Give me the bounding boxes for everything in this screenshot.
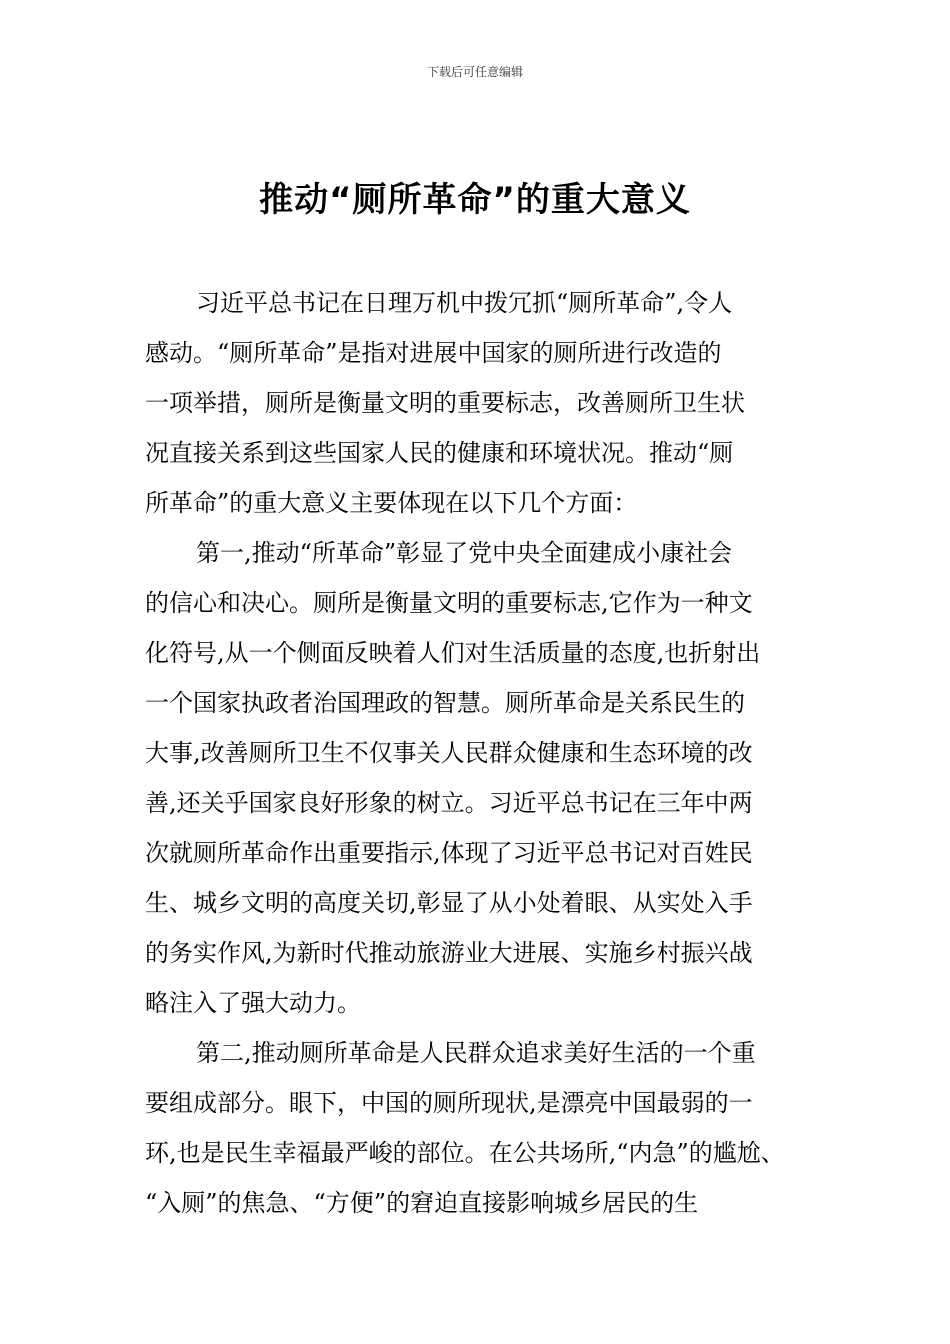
- paragraph-1-line-2: 感动。“厕所革命”是指对进展中国家的厕所进行改造的: [145, 339, 722, 367]
- paragraph-3-line-2: 要组成部分。眼下，中国的厕所现状,是漂亮中国最弱的一: [145, 1089, 753, 1117]
- document-body: [145, 278, 805, 1228]
- paragraph-2-line-3: 化符号,从一个侧面反映着人们对生活质量的态度,也折射出: [145, 639, 761, 667]
- paragraph-1-line-4: 况直接关系到这些国家人民的健康和环境状况。推动“厕: [145, 439, 734, 467]
- paragraph-2-line-10: 略注入了强大动力。: [145, 989, 361, 1017]
- paragraph-3-line-1: 第二,推动厕所革命是人民群众追求美好生活的一个重: [196, 1039, 756, 1067]
- paragraph-1-line-5: 所革命”的重大意义主要体现在以下几个方面：: [145, 489, 638, 517]
- paragraph-2-line-8: 生、城乡文明的高度关切,彰显了从小处着眼、从实处入手: [145, 889, 753, 917]
- paragraph-2-line-7: 次就厕所革命作出重要指示,体现了习近平总书记对百姓民: [145, 839, 753, 867]
- paragraph-2-line-6: 善,还关乎国家良好形象的树立。习近平总书记在三年中两: [145, 789, 753, 817]
- paragraph-3-line-3: 环,也是民生幸福最严峻的部位。在公共场所,“内急”的尴尬、: [145, 1139, 785, 1167]
- paragraph-2-line-4: 一个国家执政者治国理政的智慧。厕所革命是关系民生的: [145, 689, 745, 717]
- paragraph-3-line-4: “入厕”的焦急、“方便”的窘迫直接影响城乡居民的生: [145, 1189, 699, 1217]
- paragraph-1-line-3: 一项举措，厕所是衡量文明的重要标志，改善厕所卫生状: [145, 389, 745, 417]
- paragraph-2-line-1: 第一,推动“所革命”彰显了党中央全面建成小康社会: [196, 539, 733, 567]
- paragraph-2-line-2: 的信心和决心。厕所是衡量文明的重要标志,它作为一种文: [145, 589, 753, 617]
- paragraph-2-line-9: 的务实作风,为新时代推动旅游业大进展、实施乡村振兴战: [145, 939, 753, 967]
- header-note: 下载后可任意编辑: [426, 65, 523, 79]
- paragraph-1-line-1: 习近平总书记在日理万机中拨冗抓“厕所革命”,令人: [196, 289, 733, 317]
- paragraph-2-line-5: 大事,改善厕所卫生不仅事关人民群众健康和生态环境的改: [145, 739, 753, 767]
- document-title: 推动“厕所革命”的重大意义: [259, 180, 691, 220]
